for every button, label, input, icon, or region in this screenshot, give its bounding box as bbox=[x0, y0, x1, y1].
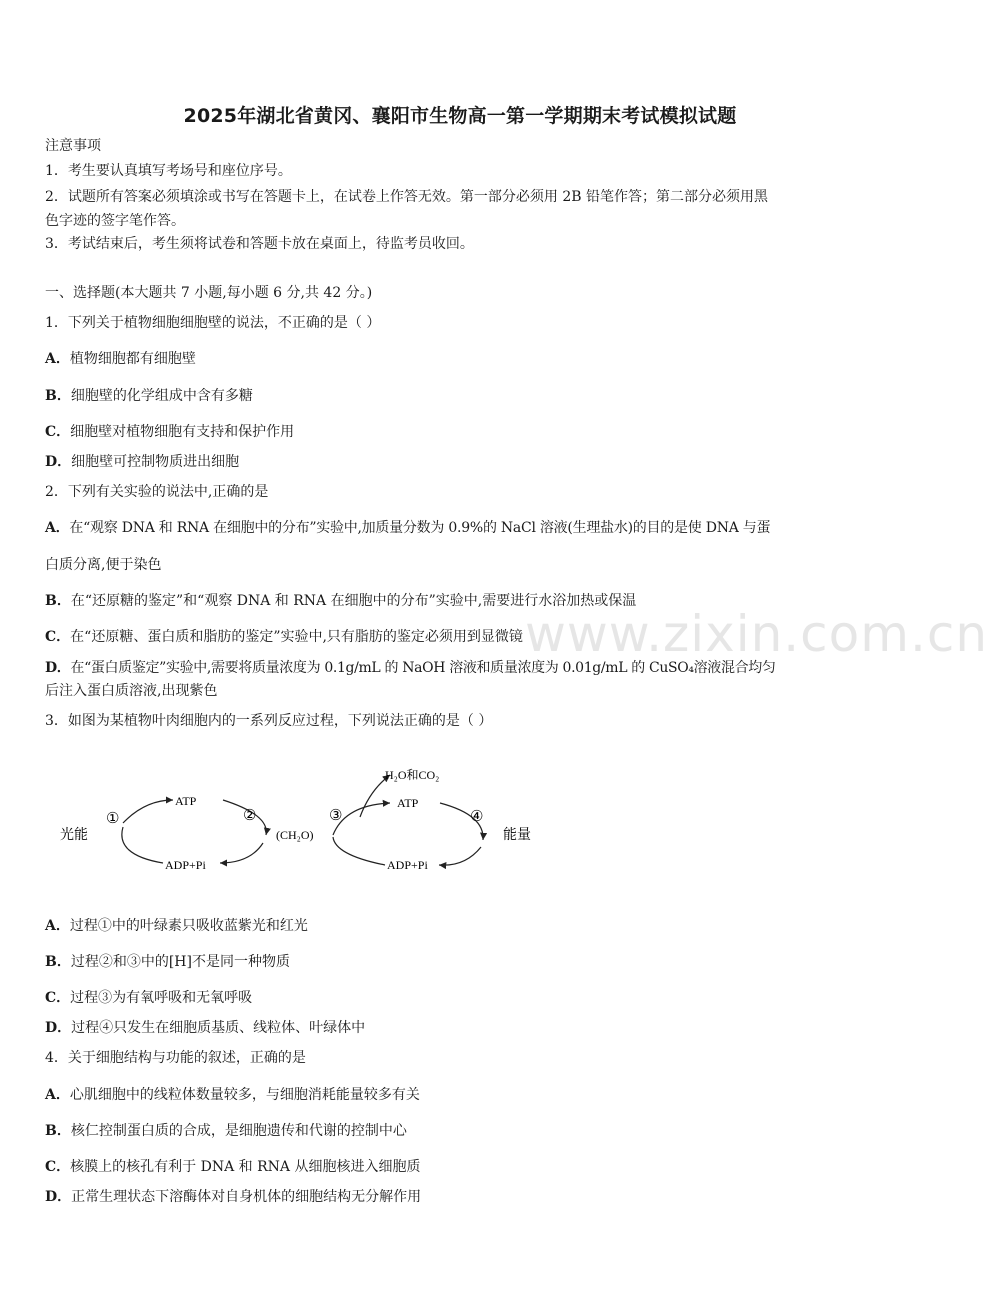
label-adp-1: ADP+Pi bbox=[165, 858, 206, 872]
question-3-option-d: D．过程④只发生在细胞质基质、线粒体、叶绿体中 bbox=[45, 1020, 366, 1036]
label-energy: 能量 bbox=[503, 828, 531, 843]
section-heading: 一、选择题(本大题共 7 小题,每小题 6 分,共 42 分。) bbox=[45, 285, 373, 301]
cycle-arrow-bottom-right bbox=[439, 847, 481, 865]
question-3-option-c: C．过程③为有氧呼吸和无氧呼吸 bbox=[45, 990, 253, 1006]
label-adp-2: ADP+Pi bbox=[387, 858, 428, 872]
cycle-arrow-bottom-left bbox=[220, 843, 263, 863]
notice-item-2-cont: 色字迹的签字笔作答。 bbox=[45, 213, 185, 229]
notice-heading: 注意事项 bbox=[45, 138, 101, 154]
cycle-arrow-back-right bbox=[333, 837, 385, 865]
label-light-energy: 光能 bbox=[60, 828, 88, 843]
reaction-diagram bbox=[45, 755, 545, 895]
question-2-option-a-cont: 白质分离,便于染色 bbox=[45, 557, 162, 573]
question-3-stem: 3．如图为某植物叶肉细胞内的一系列反应过程，下列说法正确的是（ ） bbox=[45, 713, 493, 729]
question-1-stem: 1．下列关于植物细胞细胞壁的说法，不正确的是（ ） bbox=[45, 315, 381, 331]
page-title: 2025年湖北省黄冈、襄阳市生物高一第一学期期末考试模拟试题 bbox=[183, 105, 737, 127]
question-4-option-b: B．核仁控制蛋白质的合成，是细胞遗传和代谢的控制中心 bbox=[45, 1123, 407, 1139]
label-h2o-co2: H₂O和CO₂ bbox=[385, 768, 440, 782]
notice-item-3: 3．考试结束后，考生须将试卷和答题卡放在桌面上，待监考员收回。 bbox=[45, 236, 474, 252]
label-step-2: ② bbox=[243, 808, 257, 824]
question-4-option-d: D．正常生理状态下溶酶体对自身机体的细胞结构无分解作用 bbox=[45, 1189, 422, 1205]
label-step-4: ④ bbox=[470, 809, 484, 825]
question-2-option-d: D．在“蛋白质鉴定”实验中,需要将质量浓度为 0.1g/mL 的 NaOH 溶液和质量浓度为 0.01g/mL 的 CuSO₄溶液混合均匀 bbox=[45, 660, 776, 676]
label-step-1: ① bbox=[106, 811, 120, 827]
question-4-stem: 4．关于细胞结构与功能的叙述，正确的是 bbox=[45, 1050, 306, 1066]
cycle-arrow-top-left bbox=[123, 800, 173, 823]
question-1-option-d: D．细胞壁可控制物质进出细胞 bbox=[45, 454, 240, 470]
question-3-option-b: B．过程②和③中的[H]不是同一种物质 bbox=[45, 954, 290, 970]
question-1-option-c: C．细胞壁对植物细胞有支持和保护作用 bbox=[45, 424, 295, 440]
question-4-option-c: C．核膜上的核孔有利于 DNA 和 RNA 从细胞核进入细胞质 bbox=[45, 1159, 421, 1175]
question-4-option-a: A．心肌细胞中的线粒体数量较多，与细胞消耗能量较多有关 bbox=[45, 1087, 420, 1103]
label-atp-1: ATP bbox=[175, 794, 197, 808]
question-2-option-b: B．在“还原糖的鉴定”和“观察 DNA 和 RNA 在细胞中的分布”实验中,需要进行水浴加热或保温 bbox=[45, 593, 637, 609]
question-2-stem: 2．下列有关实验的说法中,正确的是 bbox=[45, 484, 269, 500]
question-2-option-d-cont: 后注入蛋白质溶液,出现紫色 bbox=[45, 683, 218, 699]
question-1-option-a: A．植物细胞都有细胞壁 bbox=[45, 351, 196, 367]
notice-item-2: 2．试题所有答案必须填涂或书写在答题卡上，在试卷上作答无效。第一部分必须用 2B 铅笔作答；第二部分必须用黑 bbox=[45, 189, 768, 205]
question-3-option-a: A．过程①中的叶绿素只吸收蓝紫光和红光 bbox=[45, 918, 308, 934]
notice-item-1: 1．考生要认真填写考场号和座位序号。 bbox=[45, 163, 292, 179]
cycle-arrow-back-left bbox=[122, 827, 163, 863]
watermark: www.zixin.com.cn bbox=[525, 605, 988, 663]
question-2-option-c: C．在“还原糖、蛋白质和脂肪的鉴定”实验中,只有脂肪的鉴定必须用到显微镜 bbox=[45, 629, 523, 645]
question-2-option-a: A．在“观察 DNA 和 RNA 在细胞中的分布”实验中,加质量分数为 0.9%的 NaCl 溶液(生理盐水)的目的是使 DNA 与蛋 bbox=[45, 520, 771, 536]
question-1-option-b: B．细胞壁的化学组成中含有多糖 bbox=[45, 388, 253, 404]
label-ch2o: (CH₂O) bbox=[276, 828, 314, 842]
label-atp-2: ATP bbox=[397, 796, 419, 810]
label-step-3: ③ bbox=[329, 808, 343, 824]
